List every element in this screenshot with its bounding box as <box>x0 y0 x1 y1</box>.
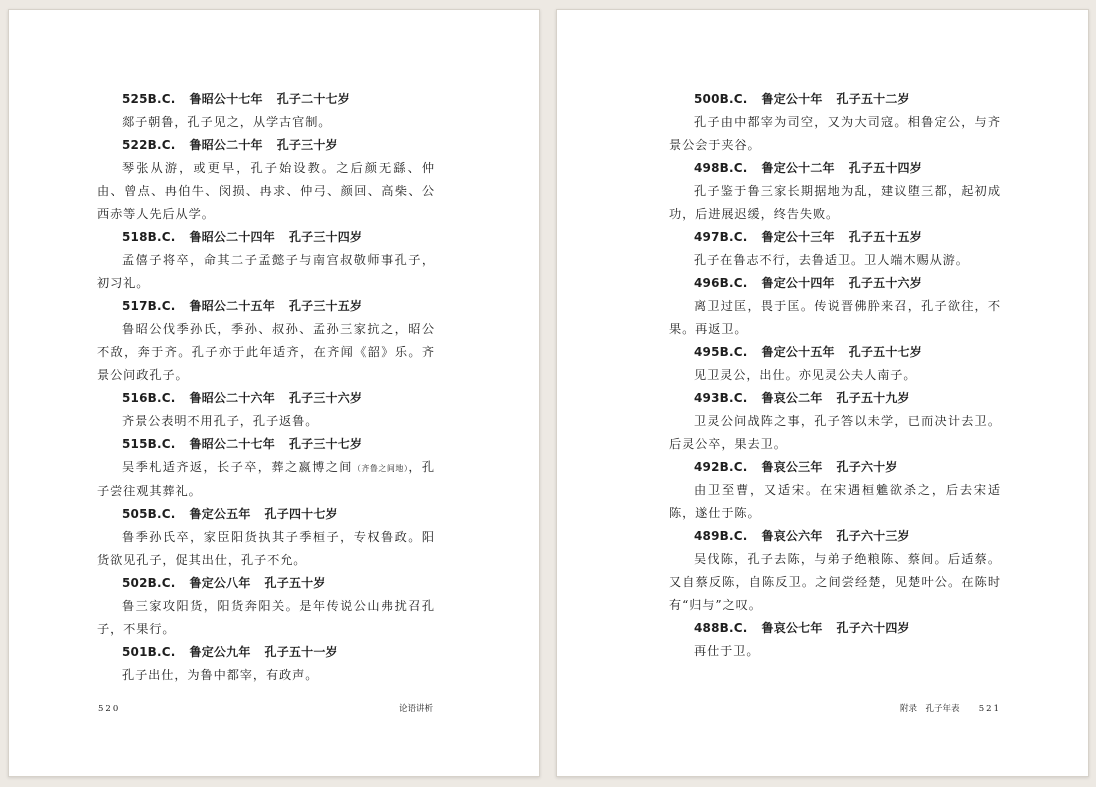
entry-reign: 鲁昭公二十六年 <box>189 391 275 405</box>
entry-heading <box>669 88 1001 111</box>
entry-reign: 鲁定公十二年 <box>761 161 835 175</box>
left-page <box>8 9 540 777</box>
entry-text <box>97 456 435 503</box>
entry-year: 518B.C. <box>122 230 176 244</box>
entry-heading <box>97 572 435 595</box>
entry-year: 525B.C. <box>122 92 176 106</box>
entry-text: 孔子鉴于鲁三家长期据地为乱，建议堕三都，起初成功，后进展迟缓，终告失败。 <box>669 184 1001 221</box>
entry-text: 再仕于卫。 <box>694 644 760 658</box>
entry-heading <box>97 387 435 410</box>
entry-text: 孔子由中都宰为司空，又为大司寇。相鲁定公，与齐景公会于夹谷。 <box>669 115 1001 152</box>
entry-year: 496B.C. <box>694 276 748 290</box>
entry-age: 孔子四十七岁 <box>264 507 338 521</box>
entry-year: 516B.C. <box>122 391 176 405</box>
entry-year: 493B.C. <box>694 391 748 405</box>
right-page <box>556 9 1089 777</box>
entry-age: 孔子三十五岁 <box>288 299 363 313</box>
entry-age: 孔子三十七岁 <box>288 437 363 451</box>
entry-text-main: 吴季札适齐返，长子卒，葬之嬴博之间 <box>122 460 353 474</box>
page-number-right: 521 <box>978 704 1001 714</box>
entry-heading <box>97 88 435 111</box>
entry-year: 495B.C. <box>694 345 748 359</box>
entry-heading <box>669 617 1001 640</box>
entry-text: 离卫过匡，畏于匡。传说晋佛肸来召，孔子欲往，不果。再返卫。 <box>669 299 1001 336</box>
entry-year: 497B.C. <box>694 230 748 244</box>
entry-age: 孔子三十六岁 <box>288 391 363 405</box>
entry-heading <box>669 226 1001 249</box>
entry-year: 517B.C. <box>122 299 176 313</box>
entry-reign: 鲁哀公二年 <box>761 391 823 405</box>
entry-reign: 鲁昭公二十四年 <box>189 230 275 244</box>
section-title: 附录 孔子年表 <box>900 704 960 714</box>
entry-reign: 鲁昭公二十五年 <box>189 299 275 313</box>
entry-year: 489B.C. <box>694 529 748 543</box>
entry-heading <box>669 157 1001 180</box>
entry-age: 孔子三十岁 <box>276 138 338 152</box>
entry-text: 卫灵公问战阵之事，孔子答以未学，已而决计去卫。后灵公卒，果去卫。 <box>669 414 1001 451</box>
entry-age: 孔子六十三岁 <box>836 529 910 543</box>
entry-text: 孔子出仕，为鲁中都宰，有政声。 <box>122 668 319 682</box>
entry-age: 孔子五十岁 <box>264 576 326 590</box>
entry-age: 孔子三十四岁 <box>288 230 363 244</box>
entry-heading <box>669 341 1001 364</box>
entry-text: 由卫至曹，又适宋。在宋遇桓魋欲杀之，后去宋适陈，遂仕于陈。 <box>669 483 1001 520</box>
entry-heading <box>97 134 435 157</box>
entry-reign: 鲁定公十三年 <box>761 230 835 244</box>
entry-age: 孔子二十七岁 <box>276 92 350 106</box>
entry-age: 孔子五十一岁 <box>264 645 338 659</box>
entry-reign: 鲁昭公十七年 <box>189 92 263 106</box>
entry-text: 琴张从游，或更早，孔子始设教。之后颜无繇、仲由、曾点、冉伯牛、闵损、冉求、仲弓、颜回、高柴、公西赤等人先后从学。 <box>97 161 435 221</box>
entry-age: 孔子五十五岁 <box>848 230 922 244</box>
entry-text: 鲁季孙氏卒，家臣阳货执其子季桓子，专权鲁政。阳货欲见孔子，促其出仕，孔子不允。 <box>97 530 435 567</box>
entry-heading <box>669 272 1001 295</box>
inline-note: （齐鲁之间地） <box>352 464 409 473</box>
entry-year: 505B.C. <box>122 507 176 521</box>
entry-age: 孔子五十二岁 <box>836 92 910 106</box>
entry-reign: 鲁定公九年 <box>189 645 251 659</box>
entry-heading <box>669 387 1001 410</box>
entry-heading <box>669 456 1001 479</box>
entry-year: 498B.C. <box>694 161 748 175</box>
entry-year: 502B.C. <box>122 576 176 590</box>
entry-age: 孔子六十四岁 <box>836 621 910 635</box>
entry-text: 郯子朝鲁，孔子见之，从学古官制。 <box>122 115 332 129</box>
page-number-left: 520 <box>98 704 121 714</box>
entry-heading <box>97 641 435 664</box>
entry-heading <box>97 295 435 318</box>
entry-age: 孔子五十六岁 <box>848 276 922 290</box>
entry-reign: 鲁定公五年 <box>189 507 251 521</box>
entry-reign: 鲁昭公二十年 <box>189 138 263 152</box>
entry-year: 488B.C. <box>694 621 748 635</box>
entry-reign: 鲁定公十四年 <box>761 276 835 290</box>
entry-age: 孔子五十七岁 <box>848 345 922 359</box>
entry-year: 500B.C. <box>694 92 748 106</box>
entry-reign: 鲁哀公七年 <box>761 621 823 635</box>
entry-heading <box>97 503 435 526</box>
entry-heading <box>669 525 1001 548</box>
entry-text: 鲁三家攻阳货，阳货奔阳关。是年传说公山弗扰召孔子，不果行。 <box>97 599 435 636</box>
entry-text: 见卫灵公，出仕。亦见灵公夫人南子。 <box>694 368 917 382</box>
entry-year: 501B.C. <box>122 645 176 659</box>
left-page-content <box>97 88 435 687</box>
entry-heading <box>97 226 435 249</box>
running-title: 论语讲析 <box>398 704 433 714</box>
entry-reign: 鲁昭公二十七年 <box>189 437 275 451</box>
entry-text: 吴伐陈，孔子去陈，与弟子绝粮陈、蔡间。后适蔡。又自蔡反陈，自陈反卫。之间尝经楚，见楚叶公。在陈时有“归与”之叹。 <box>669 552 1001 612</box>
entry-text-rest: ，孔子尝往观其葬礼。 <box>97 460 435 498</box>
entry-text: 齐景公表明不用孔子，孔子返鲁。 <box>122 414 319 428</box>
entry-year: 492B.C. <box>694 460 748 474</box>
entry-year: 515B.C. <box>122 437 176 451</box>
entry-reign: 鲁哀公六年 <box>761 529 823 543</box>
entry-age: 孔子五十四岁 <box>848 161 922 175</box>
entry-heading <box>97 433 435 456</box>
entry-reign: 鲁定公十年 <box>761 92 823 106</box>
entry-reign: 鲁定公十五年 <box>761 345 835 359</box>
entry-age: 孔子六十岁 <box>836 460 898 474</box>
entry-text: 孟僖子将卒，命其二子孟懿子与南宫叔敬师事孔子，初习礼。 <box>97 253 435 290</box>
entry-text: 鲁昭公伐季孙氏，季孙、叔孙、孟孙三家抗之，昭公不敌，奔于齐。孔子亦于此年适齐，在齐闻《韶》乐。齐景公问政孔子。 <box>97 322 435 382</box>
entry-reign: 鲁定公八年 <box>189 576 251 590</box>
entry-age: 孔子五十九岁 <box>836 391 910 405</box>
entry-text: 孔子在鲁志不行，去鲁适卫。卫人端木赐从游。 <box>694 253 969 267</box>
entry-reign: 鲁哀公三年 <box>761 460 823 474</box>
right-page-content <box>669 88 1001 663</box>
entry-year: 522B.C. <box>122 138 176 152</box>
